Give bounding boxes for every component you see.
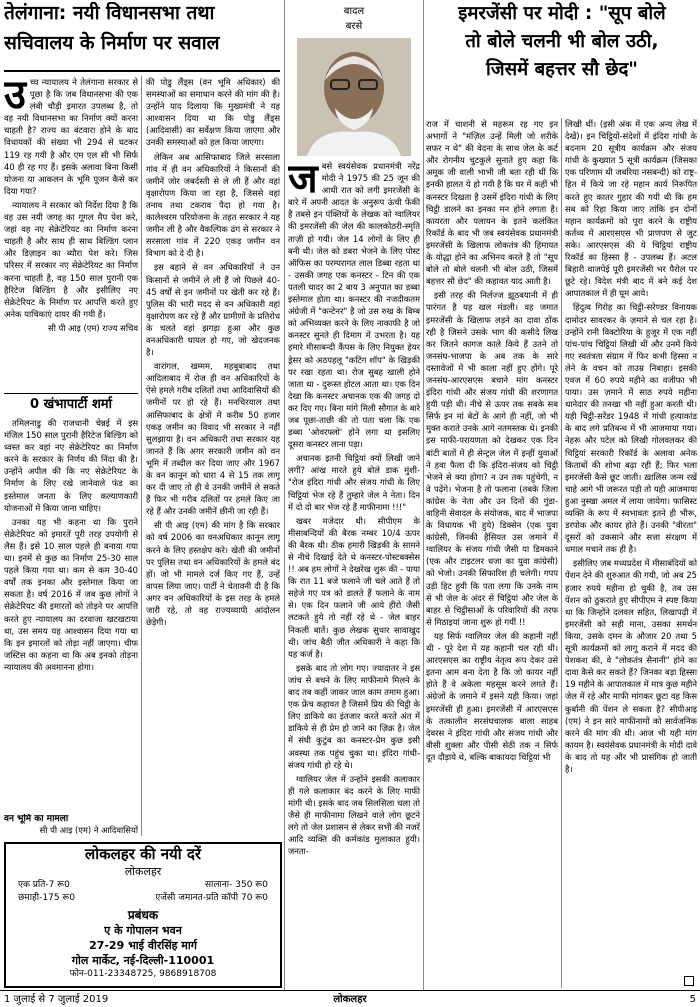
left-headline [4,2,284,64]
left-col2-para: इस बहाने से वन अधिकारियों ने उन किसानों से जमीनें ले ली हैं जो पिछले 40-45 वर्षों से इन जमीनों पर खेती कर रहे हैं। पुलिस की भारी मदद से वन अधिकारी वहां वृक्षारोपण कर रहे हैं और ग्रामीणों के प्रतिरोध के चलते वहां झगड़ा हुआ और कुछ वनअधिकारी घायल हो गए, जो खेदजनक है। [146,262,280,358]
left-col2-para: लेकिन अब आसिफाबाद जिले सरसाला गांव में ही वन अधिकारियों ने किसानों की जमीनें जोर जबर्दस्ती से ले ली हैं और वहां वृक्षारोपण किया जा रहा है, जिससे वहां तनाव तथा टकराव पैदा हो गया है। कालेश्वरम परियोजना के तहत सरकार ने यह जमीन ली है और वैकल्पिक ढंग से सरकार ने सरसाला गांव में 220 एकड़ जमीन वन विभाग को दे दी है। [146,151,280,259]
rates-address1: ए के गोपालन भवन [104,924,182,937]
sub-article [4,396,138,814]
left-col2-para: वारांगल, खम्मम, महबूबाबाद तथा आदिलाबाद में रोज ही वन अधिकारियों के ऐसे हमले गरीब दलितों तथा आदिवासियों की जमीनों पर हो रहे हैं। मनचिरयाल तथा आसिफाबाद के क्षेत्रों में करीब 50 हजार एकड़ जमीन का विवाद भी सरकार ने नहीं सुलझाया है। वन अधिकारी तथा सरकार यह जानते हैं कि अगर सरकारी जमीन को वन भूमि में तब्दील कर दिया जाए और 1967 के वन कानून को धारा 4 से 15 तक लागू कर दी जाए तो ही वे उनकी जमीनें ले सकते हैं फिर भी गरीब दलितों पर हमले किए जा रहे हैं और उनकी जमीनें छीनी जा रही हैं। [146,361,280,517]
right-col2-para: लिखी थीं। (इसी अंक में एक अन्य लेख में देखें)। इन चिट्ठियों-संदेशों में इंदिरा गांधी के बदनाम 20 सूत्रीय कार्यक्रम और संजय गांधी के कुख्यात 5 सूत्री कार्यक्रम (जिसका एक परिणाम थी जबरिया नसबन्दी) को राष्ट्र-हित में किये जा रहे महान कार्य निरूपित करते हुए कातर गुहार की गयी थी कि हम सब को रिहा किया जाए तांकि इन दोनों महान कार्यक्रमों को पूरा करने के राष्ट्रीय कर्तव्य में आरएसएस भी प्राणपण से जुट सके। आरएसएस की ये चिट्ठियां राष्ट्रीय रिकॉर्ड का हिस्सा हैं - उपलब्ध हैं। अटल बिहारी वाजपेई पूरी इमरजेंसी भर पैरोल पर छूटे रहे। विदेश मंत्री बाद में बने कई देश आपातकाल में ही घूम आये। [565,119,697,299]
middle-kicker-line1: बादल [343,6,365,17]
right-col2 [565,118,697,976]
left-col1 [4,76,138,376]
footer-date: 1 जुलाई से 7 जुलाई 2019 [4,994,109,1005]
right-headline-line3: जिसमें बहत्तर सौ छेद" [486,59,638,81]
right-col2-para: इसीलिए जब मध्यप्रदेश में मीसाबंदियों को पेंशन देने की शुरुआत की गयी, जो अब 25 हजार रुपये महीना हो चुकी है, तब उस पेंशन को ठुकराते हुए सीपीएम ने स्पष्ट किया था कि जिन्होंने दलवल सहित, लिखापढ़ी में इमरजेंसी को सही माना, उसका समर्थन किया, उसके दमन के औजार 20 तथा 5 सूत्री कार्यक्रमों को लागू कराने में मदद की पेशकश की, वे "लोकतंत्र सैनानी" होने का दावा कैसे कर सकते हैं? जिनका बड़ा हिस्सा 19 महीने के आपातकाल में मात्र कुछ महीने जेल में रहे और माफी मांगकर छूटा वह किस कुर्बानी की पेंशन ले सकता है? सीपीआइ (एम) ने इन सारे माफीनामों को सार्वजनिक करने की मांग की थी। आज भी यही मांग कायम है। स्वयंसेवक प्रधानमंत्री के मोदी दावे के बाद तो यह और भी प्रासंगिक हो जाती है। [565,558,697,774]
rates-title: लोकलहर की नयी दरें [85,845,201,863]
middle-para: बसे स्वयंसेवक प्रधानमंत्री नरेंद्र मोदी ने 1975 की 25 जून की आधी रात को लगी इमरजेंसी के बारे में अपनी आदत के अनुरूप ऊंची फेंकी है तबसे इन पंक्तियों के लेखक को ग्वालियर की इमरजेंसी की जेल की कालकोठरी-स्मृति ताज़ी हो गयी। जेल 14 लोगों के लिए ही बनी थी। जेल को डबरा भेजने के लिए पोस्ट ऑफिस का परम्परागत लाल डिब्बा रहता था - उसकी जगह एक कनस्टर - टिन की एक पतली चादर का 2 बाय 3 अनुपात का डब्बा इस्तेमाल होता था। कनस्टर की नजदीकतम अंग्रेजी में "कन्टेनर" है जो उस रुख के बिम्ब को अभिव्यक्त करने के लिए नाकाफी है जो कनस्टर सुनते ही दिमाग में उभरता है। यह हमारे मीसाबन्दी कैंपस के लिए नियुक्त हेयर ड्रेसर को अठपहलू "कटिंग शॉप" के खिड़की पर रखा रहता था। रोज सुबह खाली होने जाता था - दुरूस्त होटल आता था। एक दिन देखा कि कनस्टर अचानक एक की जगह दो कर दिए गए। बिना मांगे मिली सौगात के बारे जब पूछा-ताछी की तो पता चला कि एक डब्बा 'ओवरफ्लो' होने लगा था इसलिए दूसरा कनस्टर लाना पड़ा। [288,161,420,450]
footer-page-number: 5 [689,994,696,1005]
rates-address2: 27-29 भाई वीरसिंह मार्ग [89,939,197,952]
left-col2 [146,76,280,836]
rates-row2 [6,892,280,905]
left-col2-para: सी पी आइ (एम) की मांग है कि सरकार को वर्ष 2006 का वनअधिकार कानून लागू करने के लिए हस्तक्षेप करे। खेती की जमीनों पर पुलिस तथा वन अधिकारियों के हमले बंद हों। जो भी मामले दर्ज किए गए हैं, उन्हें वापस लिया जाए। पार्टी ने चेतावनी दी है कि अगर वन अधिकारियों के इस तरह के हमले जारी रहे, तो वह राज्यव्यापी आंदोलन छेड़ेगी। [146,520,280,628]
left-headline-line1: तेलंगाना: नयी विधानसभा तथा [4,2,215,24]
middle-kicker-line2: बरसे [345,21,363,32]
rates-brand: लोकलहर [124,865,162,878]
middle-kicker [288,4,420,36]
rate-annual: सालाना- 350 रू0 [204,880,268,890]
right-col1-para: यह सिर्फ ग्वालियर जेल की कहानी नहीं थी - पूरे देश में यह कहानी चल रही थी। आरएसएस का राष्ट्रीय नेतृत्व रूप देकर उसे इतना आम बना देता है कि जो कायर नहीं होते हैं वे अकेला महसूस करने लगते हैं। अंग्रेजों के जमाने में इसने यही किया। जहां इमरजेंसी ही हुआ। इमरजेंसी में आरएसएस के तत्कालीन सरसंघचालक बाला साहब देवरस ने इंदिरा गांधी और संजय गांधी और वीसी शुक्ला और पीसी सेठी तक न सिर्फ दूत दौड़ाये थे, बल्कि बाकायदा चिट्ठियां भी [426,630,558,762]
middle-drop-cap: ज [288,160,318,202]
left-headline-rule [4,70,280,72]
middle-para: ग्वालियर जेल में उन्होंने इसकी कलाकार ही गले कलाकार बंद करने के लिए माफी मांगी थी। इसके बाद जब सिलसिला चला तो जैसे ही माफीनामा लिखने वाले लोग छूटने लगे तो जेल प्रशासन से लेकर सभी की नजरें आदि व्यक्ति की कर्मकांड मुलाकात हुयी। जनता- [288,773,420,857]
rates-row1 [6,879,280,892]
right-col1 [426,118,558,986]
right-headline [426,2,698,116]
middle-right-divider [423,0,424,990]
middle-para: इसके बाद तो लोग गए। ज्यादातर ने इस जांच से बचने के लिए माफीनामे मिलने के बाद तब कहीं जाकर जाल काम तमाम हुआ। एक फ्रेंच कहावत है जिसमें प्रिय की चिट्ठी के लिए डाकिये का इंतजार करते करते अंत में डाकिये से ही प्रेम हो जाने का ज़िक्र है। जेल में संघी कुटुंब का कनस्टर-प्रेम कुछ इसी अवस्था तक पहुंच चुका था। इंदिरा गांधी-संजय गांधी हो रहे थे। [288,662,420,770]
right-col1-para: राज में चाशनी से महरूम रह गए इन अभागों ने "मंज़िल उन्हें मिली जो शरीके सफर न थे" की वेदना के साथ जेल के कर्ट और रोगनीय चुटकुले सुनाते हुए कहा कि अमूक जी वाली भाभी जी बता रही थीं कि इनकी हालत ये हो गयी है कि घर में कहीं भी कनस्टर दिखता है उसमें इंदिरा गांधी के लिए चिट्ठी डालने का इनका मन होने लगता है। कायरता और पलायन के इतने कलंकित रिकॉर्ड के बाद भी जब स्वयंसेवक प्रधानमंत्री इमरजेंसी के खिलाफ लोकतंत्र की हिमायत के योद्धा होने का अभिनय करते हैं तो "सूप बोले तो बोले चलनी भी बोल उठी, जिसमें बहत्तर सौ छेद" की कहावत याद आती है। [426,119,558,287]
left-col1-sign: सी पी आइ (एम) राज्य सचिव [48,322,138,333]
rate-half-year: छमाही-175 रू0 [18,893,76,903]
sub-article-sign: सी पी आइ (एम) ने आदिवासियों [39,825,138,835]
rates-manager: प्रबंधक [127,908,159,922]
middle-article [288,160,420,985]
left-col1-para: न्यायालय ने सरकार को निर्देश दिया है कि वह उस नयी जगह का गूगल मैप पेश करे, जहां वह नए सेक्रेटेरियट का निर्माण करना चाहती है और साथ ही साथ बिल्डिंग प्लान और डिज़ाइन का ब्यौरा पेश करे। जिस परिसर में सरकार नए सेक्रेटेरियट का निर्माण करना चाहती है, वह 150 साल पुरानी एक हैरिटेज बिल्डिंग है और इसीलिए नए सेक्रेटेरियट के निर्माण पर आपत्ति करते हुए अनेक याचिकाएं दायर की गयी हैं। [4,199,138,319]
middle-para: अचानक इतनी चिट्ठियां क्यों लिखी जाने लगीं? आंख मारते हुये बोले डाक मुंशी- "रोज इंदिरा गांधी और संजय गांधी के लिए चिट्ठियां भेज रहे हैं तुम्हारे जेल ने नेता। दिन में दो दो बार भेज रहे हैं माफीनामा !!!" [288,453,420,512]
sub-article-top-rule [4,393,138,394]
right-col2-para: हिंदुत्व गिरोह का चिट्ठी-सरेण्डर विनायक दामोदर सावरकर के ज़माने से चल रहा है। उन्होंने रानी विक्टोरिया के हुजूर में एक नहीं पांच-पांच चिट्ठियां लिखी थीं और उनमें किये गए स्वतंत्रता संग्राम में फिर कभी हिस्सा न लेने के वचन को ताउम्र निबाहा। इसकी एवज में 60 रुपये महीने का वजीफा भी पाया। उस ज़माने में साठ रुपये महीना थानेदार की तनखा भी नहीं हुआ करती थी। यही चिट्ठी-सरेंडर 1948 में गांधी हत्याकांड के बाद लगे प्रतिबन्ध में भी आजमाया गया। नेहरू और पटेल को लिखी गोलवलकर की चिट्ठियां सरकारी रिकॉर्ड के अलावा अनेक किताबों की शोभा बढ़ा रही हैं; फिर भला इमरजेंसी कैसे छूट जाती। ख़ालिस जन्म रखें चाहे आगे भी जरूरत पड़ी तो यही आजमाया हुआ नुस्खा अमल में लाया जायेगा। फासिस्ट व्यक्ति के रूप में स्वभावतः इतने ही भीरू, डरपोक और कायर होते हैं। उनकी "वीरता" दूसरों को उकसाने और सत्ता संरक्षण में धमाल मचाने तक ही है। [565,302,697,555]
sub-article-subhead: वन भूमि का मामला [4,814,69,824]
sub-article-footer [4,814,138,842]
author-portrait-image [297,38,411,156]
rates-box [4,842,282,988]
sub-article-para: उनका यह भी कहना था कि पुराने सेक्रेटेरियट को इमारतें पूरी तरह उपयोगी से लैस हैं। इसे 10 साल पहले ही बनाया गया था। इनमें से कुछ का निर्माण 25-30 साल पहले किया गया था। कम से कम 30-40 वर्षों तक इनका और इस्तेमाल किया जा सकता है। वर्ष 2016 में जब कुछ लोगों ने सेक्रेटेरियट की इमारतों को तोड़ने पर आपत्ति करते हुए न्यायालय का दरवाजा खटखटाया था, उस समय यह आश्वासन दिया गया था कि इन इमारतों को तोड़ा नहीं जाएगा। चीफ जस्टिस का कहना था कि अब इनको तोड़ना न्यायालय की अवमानना होगा। [4,516,138,672]
sub-article-para: तमिलनाडु की राजधानी चेन्नई में इस मंजिल 150 साल पुरानी हैरिटेज बिल्डिंग को ध्वस्त कर वहां नए सेक्रेटेरियट का निर्माण करने के सरकार के निर्णय की निंदा की है। उन्होंने अपील की कि नए सेक्रेटेरियट के निर्माण के लिए रखे जानेवाले फंड का इस्तेमाल जनता के लिए कल्याणकारी योजनाओं में किया जाना चाहिए। [4,418,138,513]
left-col-divider [141,76,142,836]
left-drop-cap: उ [4,76,26,118]
left-col1-para: च्च न्यायालय ने तेलंगाना सरकार से पूछा है कि जब विधानसभा की एक लंबी चौड़ी इमारत उपलब्ध है, तो वह नयी विधानसभा का निर्माण क्यों करना चाहती है? राज्य का बंटवारा होने के बाद विधायकों की संख्या भी 294 से घटकर 119 रह गयी है और एम एल सी भी सिर्फ 40 ही रह गए हैं। इसके अलावा बिना किसी योजना या आकलन के भूमि पूजन कैसे कर दिया गया? [4,77,138,196]
author-photo [297,38,411,156]
right-col-divider [561,118,562,988]
middle-left-divider [284,0,285,990]
rate-agency: एजेंसी जमानत-प्रति कॉपी 70 रू0 [155,893,268,903]
left-col2-para: की पोडु लैंड्स (वन भूमि अधिकार) की समस्याओं का समाधान करने की मांग की है। उन्होंने याद दिलाया कि मुख्यमंत्री ने यह आश्वासन दिया था कि पोडु लैंड्स (आदिवासी) का सर्वेक्षण किया जाएगा और उनकी समस्याओं को हल किया जाएगा। [146,77,280,148]
right-col1-para: इसी तरह की निर्लज्ज झूठबयानी में ही पारंगत है यह खल मंडली। वह जमात इमरजेंसी के खिलाफ लड़ने का दावा ठोंक रही है जिसने उसके भाग की कसीदे लिख कर जितने कागज काले किये हैं उतने तो जनसंघ-भाजपा के अब तक के सारे दस्तावेजों में भी काला नहीं हुए होंगे। पूरे जनसंघ-आरएसएस बचाने मांग कनस्टर इंदिरा गांधी और संजय गांधी की शरणागत हुयी पड़ी थी। नीचे से ऊपर तक सबके सब सिर्फ इन मां बेटों के आगे ही नहीं, जो भी मुक्त कराते उनके आगे नतमस्तक थे। इनकी इस माफी-परायणता को देखकर एक दिन बांटी बातों में ही सेन्ट्रल जेल में इन्हीं युवाओं ने हवा फैला दी कि इंदिरा-संजय को चिट्ठी भेजने से क्या होगा? न उन तक पहुंचेगी, न वे पढ़ेंगे। भेजना है तो फलाना (तबके जिला कांग्रेस के नेता और उन दिनों की गुंडा-वाहिनी सेवादल के संयोजक, बाद में भाजपा के विधायक भी हुये) डिक्सेन (एक युवा कांग्रेसी, जिनकी हैसियत उस जमाने में ग्वालियर के संजय गांधी जैसी या डिमकाने (एक और टाइटलर धजा का युवा कांग्रेसी) को भेजो। उनकी सिफारिश ही चलेगी। गपप उड़ी हिट हुयी कि पता लगा कि उनके नाम से भी जेल के अंदर से चिट्ठियां और जेल के बाहर से चिट्ठीसाओं के परिवारियों की तरफ से मिठाइयां जाना शुरू हो गयीं !! [426,290,558,627]
article-end-marker [684,976,694,986]
footer-rule [0,990,700,991]
sub-article-headline: 0 खंभापार्टी शर्मा [30,397,112,412]
rates-address3: गोल मार्केट, नई-दिल्ली-110001 [71,954,215,967]
left-headline-line2: सचिवालय के निर्माण पर सवाल [4,31,220,54]
right-headline-line1: इमरजेंसी पर मोदी : "सूप बोले [458,3,666,24]
right-headline-line2: तो बोले चलनी भी बोल उठी, [465,31,659,53]
footer-paper-name: लोकलहर [333,994,367,1005]
rate-single-copy: एक प्रति-7 रू0 [18,880,70,890]
middle-para: खबर मजेदार थी। सीपीएम के मीसाबन्दियों की बैरक नम्बर 10/4 ऊपर की बैरक थी। ठीक हमारी खिड़की के सामने से नीचे दिखाई देते थे कनस्टर-पोस्टबक्सेस !! अब हम लोगों ने देखरेख शुरू की - पाया कि रात 11 बजे फलाने जी चले आते हैं तो सहेजे गए पत्र को डालते हैं फलाने के नाम से। एक दिन फलाने जी आये हीरो जैसी लटकते हुये तो नहीं रहे थे - जेल बाहर निकली बातें। कुछ लेखक सुधार सावाखुद थी। जांच बैठी जीत अधिकारी ने कहा कि यह कर्ज है। [288,515,420,659]
rates-phone: फोन-011-23348725, 9868918708 [69,969,217,979]
